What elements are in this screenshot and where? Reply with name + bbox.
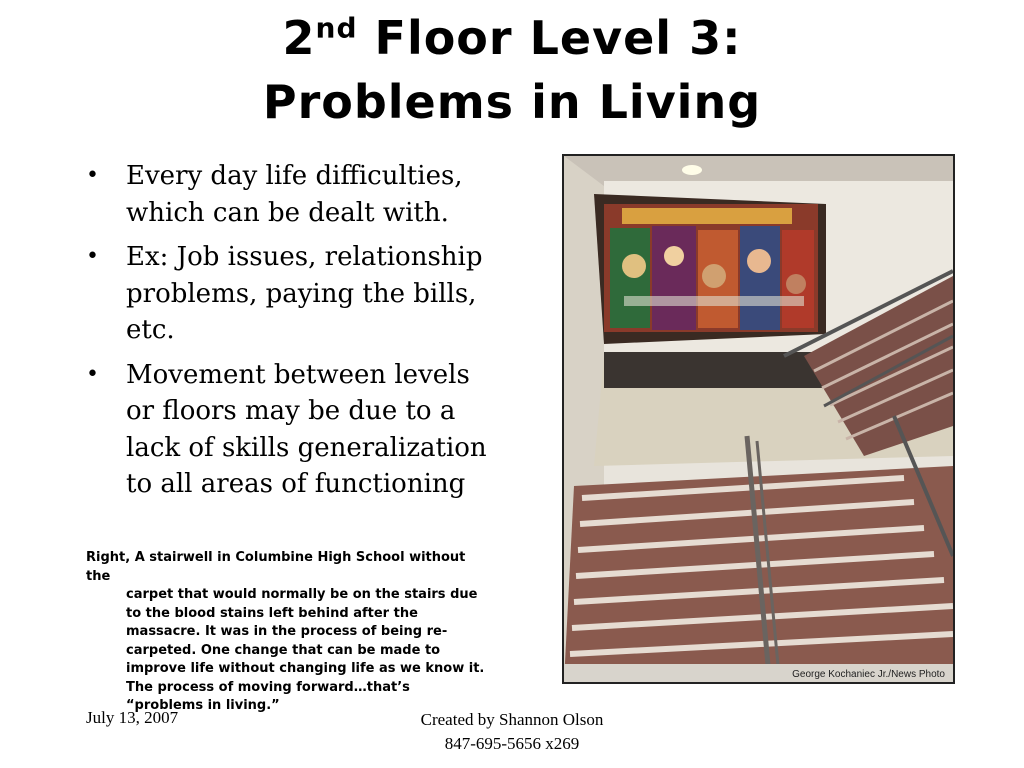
footer-author: Created by Shannon Olson [420, 710, 604, 729]
footer-credit [362, 708, 662, 756]
photo-credit: George Kochaniec Jr./News Photo [792, 669, 945, 680]
footer-phone: 847-695-5656 x269 [444, 734, 580, 753]
bullet-dot: • [86, 163, 99, 188]
bullet-dot: • [86, 361, 99, 387]
stairwell-photo [562, 154, 955, 684]
title-line-2: Problems in Living [262, 75, 762, 129]
bullet-list [86, 158, 496, 511]
bullet-dot: • [86, 244, 99, 269]
slide-title [0, 6, 1024, 134]
photo-caption: Right, A stairwell in Columbine High School without the carpet that would normally be on the stairs due to the blood stains left behind after the massacre. It was in the process of being re-carpeted. One change that can be made to improve life without changing life as we know it. The process of moving forward…that’s “problems in living.” [86, 550, 485, 713]
footer-date: July 13, 2007 [86, 708, 179, 727]
stairwell-illustration [564, 156, 953, 682]
title-line-1: 2nd Floor Level 3: [282, 11, 742, 65]
bullet-item: • Every day life difficulties, which can be dealt with. [86, 158, 496, 231]
bullet-item: • Movement between levels or floors may be due to a lack of skills generalization to all areas of functioning [86, 357, 496, 503]
bullet-item: • Ex: Job issues, relationship problems, paying the bills, etc. [86, 239, 496, 349]
mural [604, 204, 818, 332]
